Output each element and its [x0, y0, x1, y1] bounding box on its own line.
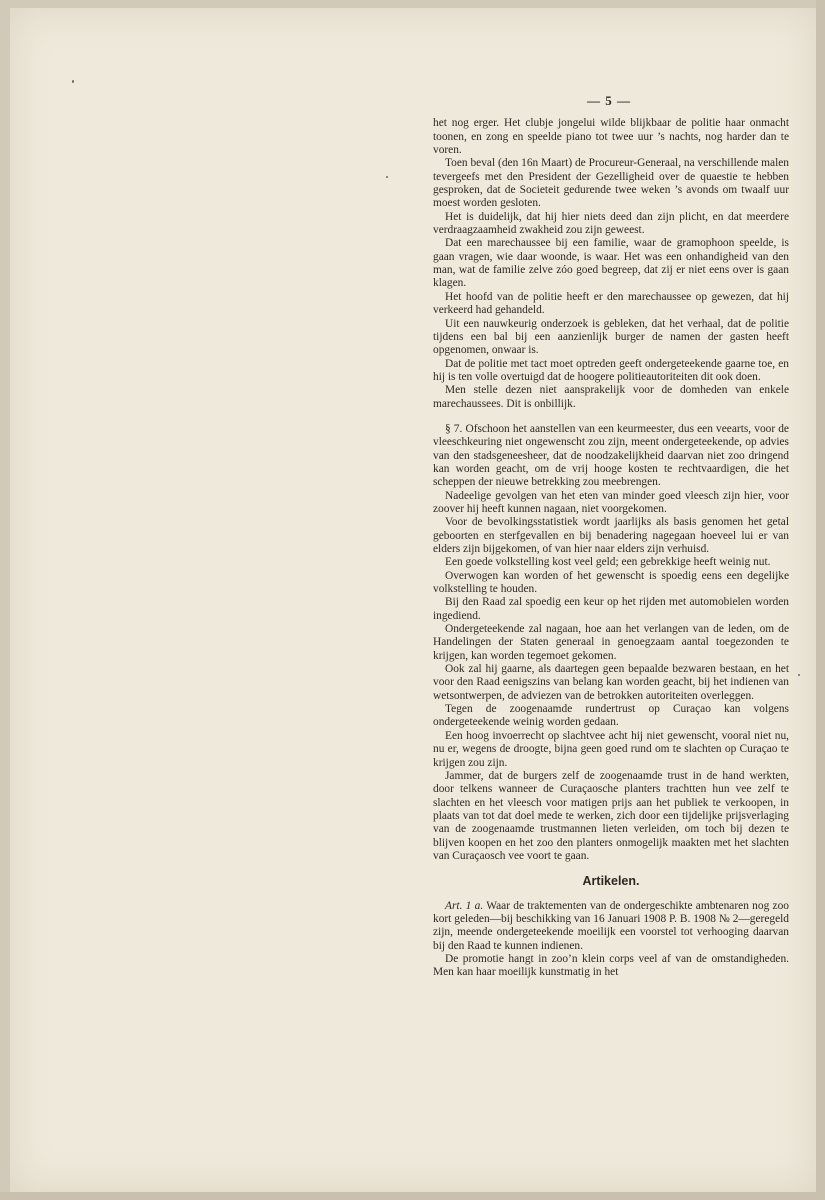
- page-number: — 5 —: [587, 93, 631, 108]
- page-right-edge: [816, 0, 825, 1200]
- paragraph: het nog erger. Het clubje jongelui wilde blijkbaar de politie haar onmacht toonen, en zong en speelde piano tot twee uur ’s nachts, nog harder dan te voren.: [433, 117, 789, 157]
- artikelen-section: [433, 900, 789, 980]
- paper-speck: [72, 80, 74, 83]
- paragraph: § 7. Ofschoon het aanstellen van een keurmeester, dus een veearts, voor de vleeschkeuring niet ongewenscht zou zijn, meent ondergeteekende, op advies van den stadsgeneesheer, dat de noodzakelijkheid daarvan niet zoo dringend kan worden geacht, om de vrij hooge kosten te rechtvaardigen, die het scheppen der nieuwe betrekking zou meebrengen.: [433, 422, 789, 489]
- paragraph: Nadeelige gevolgen van het eten van minder goed vleesch zijn hier, voor zoover hij heeft kunnen nagaan, niet voorgekomen.: [433, 489, 789, 515]
- paragraph: Uit een nauwkeurig onderzoek is gebleken, dat het verhaal, dat de politie tijdens een bal bij een aanzienlijk burger de namen der gasten heeft opgenomen, onwaar is.: [433, 317, 789, 357]
- paragraph: Tegen de zoogenaamde rundertrust op Curaçao kan volgens ondergeteekende weinig worden gedaan.: [433, 703, 789, 729]
- paragraph: Jammer, dat de burgers zelf de zoogenaamde trust in de hand werkten, door telkens wanneer de Curaçaosche planters trachtten hun vee zelf te slachten en het vleesch voor matigen prijs aan het publiek te verkoopen, in plaats van tot dat doel mede te werken, zich door een tijdelijke prijsverlaging van de zoogenaamde trustmannen lieten verleiden, om toch bij dezen te blijven koopen en het zoo den planters onmogelijk maakten met het slachten van Curaçaosch vee voort te gaan.: [433, 769, 789, 862]
- paragraph: Dat de politie met tact moet optreden geeft ondergeteekende gaarne toe, en hij is ten volle overtuigd dat de hoogere politieautoriteiten dit ook doen.: [433, 357, 789, 383]
- section-heading-artikelen: Artikelen.: [582, 874, 640, 889]
- article-text: Waar de traktementen van de ondergeschikte ambtenaren nog zoo kort geleden—bij beschikking van 16 Januari 1908 P. B. 1908 № 2—geregeld zijn, meende ondergeteekende moeilijk een voorstel tot verhooging daarvan bij den Raad te kunnen indienen.: [433, 899, 789, 952]
- article-paragraph: [433, 900, 789, 953]
- paragraph: Ook zal hij gaarne, als daartegen geen bepaalde bezwaren bestaan, en het voor den Raad eenigszins van belang kan worden geacht, bij het indienen van wetsontwerpen, de adviezen van de betrokken autoriteiten overleggen.: [433, 663, 789, 702]
- paragraph: Bij den Raad zal spoedig een keur op het rijden met automobielen worden ingediend.: [433, 596, 789, 622]
- paper-speck: [386, 176, 388, 178]
- paragraph: Het hoofd van de politie heeft er den marechaussee op gewezen, dat hij verkeerd had gehandeld.: [433, 290, 789, 317]
- page-bottom-edge: [0, 1192, 825, 1200]
- paragraph: Toen beval (den 16n Maart) de Procureur-Generaal, na verschillende malen tevergeefs met den President der Gezelligheid over de quaestie te hebben gesproken, dat de Societeit gedurende twee weken ’s avonds om twaalf uur moest worden gesloten.: [433, 157, 789, 210]
- paragraph: Voor de bevolkingsstatistiek wordt jaarlijks als basis genomen het getal geboorten en sterfgevallen en bij benadering nagegaan hoeveel lui er van elders zijn bijgekomen, of van hier naar elders zijn verhuisd.: [433, 516, 789, 555]
- text-column: [433, 94, 789, 980]
- paper-speck: [798, 674, 800, 676]
- opening-section: [433, 117, 789, 411]
- paragraph: Overwogen kan worden of het gewenscht is spoedig eens een degelijke volkstelling te houden.: [433, 569, 789, 596]
- section-7: [433, 423, 789, 863]
- paragraph: Ondergeteekende zal nagaan, hoe aan het verlangen van de leden, om de Handelingen der Staten generaal in genoegzaam aantal toegezonden te krijgen, kan worden tegemoet gekomen.: [433, 623, 789, 662]
- paragraph: Dat een marechaussee bij een familie, waar de gramophoon speelde, is gaan vragen, wie daar woonde, is waar. Het was een onhandigheid van den man, wat de familie zelve zóo goed begreep, dat zij er niet eens over is gaan klagen.: [433, 237, 789, 290]
- paragraph: Een hoog invoerrecht op slachtvee acht hij niet gewenscht, vooral niet nu, nu er, wegens de droogte, bijna geen goed rund om te slachten op Curaçao te krijgen zou zijn.: [433, 729, 789, 769]
- paragraph: Een goede volkstelling kost veel geld; een gebrekkige heeft weinig nut.: [445, 556, 771, 569]
- section-gap: [433, 411, 789, 423]
- article-label: Art. 1 a.: [445, 899, 484, 912]
- paragraph: De promotie hangt in zoo’n klein corps veel af van de omstandigheden. Men kan haar moeilijk kunstmatig in het: [433, 952, 789, 979]
- paragraph: Men stelle dezen niet aansprakelijk voor de domheden van enkele marechaussees. Dit is onbillijk.: [433, 384, 789, 410]
- paragraph: Het is duidelijk, dat hij hier niets deed dan zijn plicht, en dat meerdere verdraagzaamheid zwakheid zou zijn geweest.: [433, 210, 789, 237]
